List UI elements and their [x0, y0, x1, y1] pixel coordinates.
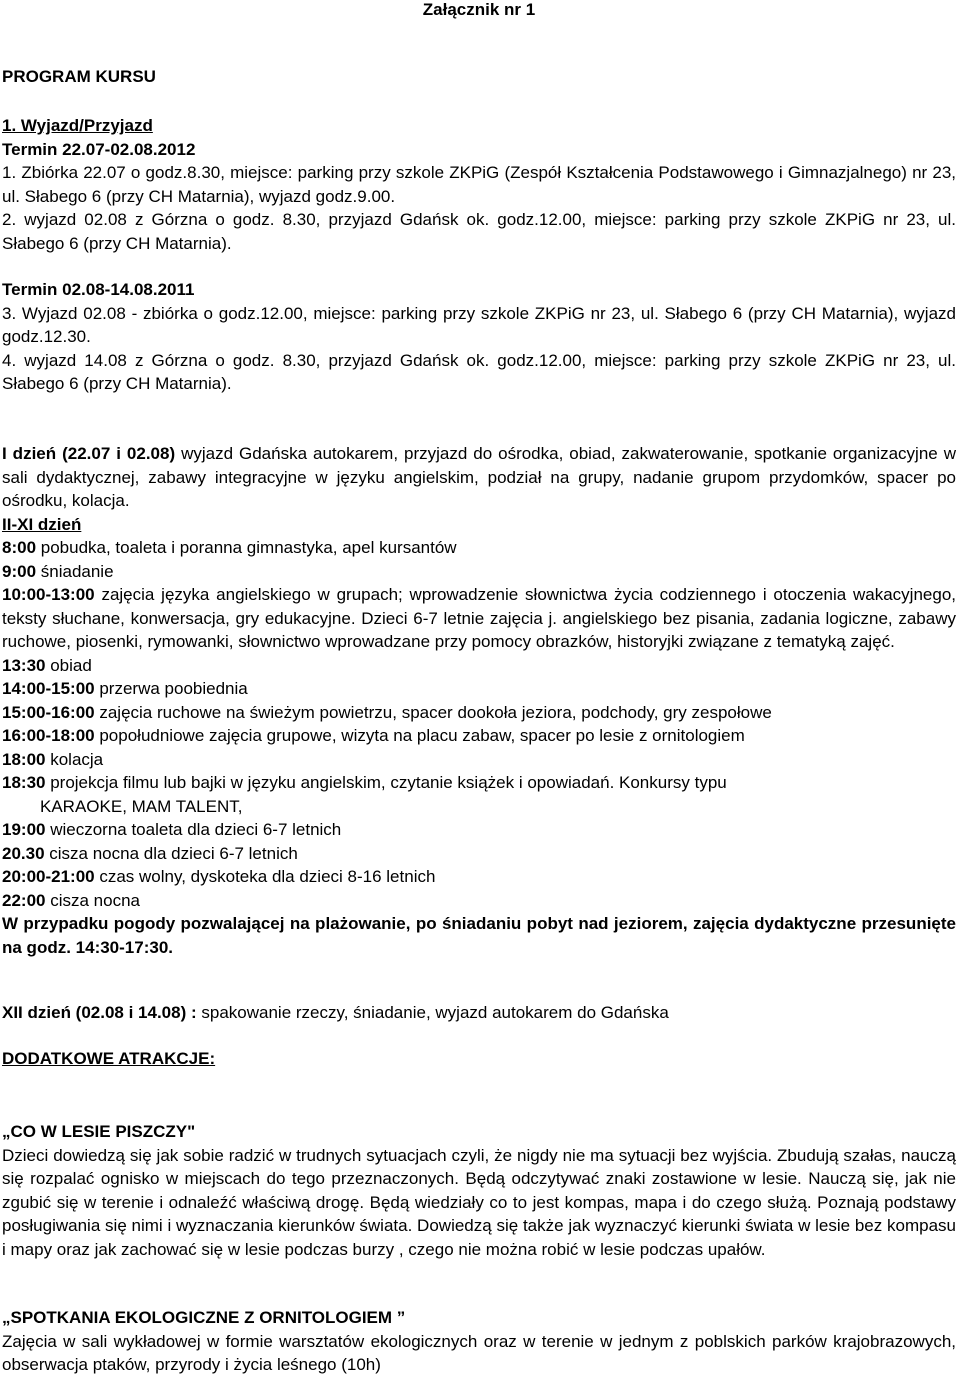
schedule-time: 18:00	[2, 749, 46, 769]
schedule-row	[2, 560, 956, 584]
schedule-time: 8:00	[2, 538, 37, 557]
item-1: 1. Zbiórka 22.07 o godz.8.30, miejsce: parking przy szkole ZKPiG (Zespół Kształcenia Podstawowego i Gimnazjalnego) nr 23, ul. Słabego 6 (przy CH Matarnia), wyjazd godz.9.00.	[2, 163, 956, 206]
karaoke-line: KARAOKE, MAM TALENT,	[40, 796, 243, 816]
schedule-row	[2, 865, 956, 889]
eco-text: Zajęcia w sali wykładowej w formie warsztatów ekologicznych oraz w terenie w jednym z poblskich parków krajobrazowych, obserwacja ptaków, przyrody i życia leśnego (10h)	[2, 1331, 956, 1374]
term-2: Termin 02.08-14.08.2011	[2, 280, 195, 299]
day-12-label: XII dzień (02.08 i 14.08) :	[2, 1003, 197, 1022]
schedule-time: 22:00	[2, 890, 46, 910]
schedule-time: 13:30	[2, 655, 46, 675]
schedule-row	[2, 677, 956, 701]
beach-note: W przypadku pogody pozwalającej na plażowanie, po śniadaniu pobyt nad jeziorem, zajęcia dydaktyczne przesunięte na godz. 14:30-17:30.	[2, 914, 956, 957]
trip-heading: 1. Wyjazd/Przyjazd	[2, 116, 153, 135]
schedule-time: 9:00	[2, 561, 37, 581]
day-12-text: spakowanie rzeczy, śniadanie, wyjazd autokarem do Gdańska	[196, 1003, 669, 1022]
day-12-paragraph	[2, 1001, 956, 1025]
schedule-text: czas wolny, dyskoteka dla dzieci 8-16 letnich	[94, 867, 436, 886]
day-1-text: wyjazd Gdańska autokarem, przyjazd do ośrodka, obiad, zakwaterowanie, spotkanie organizacyjne w sali dydaktycznej, zabawy integracyjne w języku angielskim, podział na grupy, nadanie grupom przydomków, spacer po ośrodku, kolacja.	[2, 444, 956, 510]
schedule-time: 10:00-13:00	[2, 585, 95, 604]
schedule-text: zajęcia języka angielskiego w grupach; wprowadzenie słownictwa życia codziennego i otoczenia wakacyjnego, teksty słuchane, konwersacja, gry edukacyjne. Dzieci 6-7 letnie zajęcia j. angielskiego bez pisania, zadania logiczne, zabawy ruchowe, piosenki, rymowanki, słownictwo wprowadzane przy pomocy obrazków, historyjki związane z tematyką zajęć.	[2, 585, 956, 651]
schedule-text: kolacja	[45, 749, 104, 769]
schedule-text: cisza nocna dla dzieci 6-7 letnich	[44, 843, 298, 863]
schedule-row	[2, 583, 956, 654]
schedule-row	[2, 771, 956, 795]
schedule-row	[2, 748, 956, 772]
schedule-text: śniadanie	[36, 561, 114, 581]
schedule-time: 20:00-21:00	[2, 867, 95, 886]
extras-heading: DODATKOWE ATRAKCJE:	[2, 1049, 216, 1068]
schedule-row	[2, 889, 956, 913]
schedule-text: projekcja filmu lub bajki w języku angielskim, czytanie książek i opowiadań. Konkursy typu	[45, 773, 727, 792]
schedule-time: 14:00-15:00	[2, 679, 95, 698]
item-4: 4. wyjazd 14.08 z Górzna o godz. 8.30, przyjazd Gdańsk ok. godz.12.00, miejsce: parking przy szkole ZKPiG nr 23, ul. Słabego 6 (przy CH Matarnia).	[2, 350, 956, 393]
eco-title: „SPOTKANIA EKOLOGICZNE Z ORNITOLOGIEM ”	[2, 1308, 406, 1327]
trip-section-1	[2, 114, 956, 255]
schedule-time: 19:00	[2, 820, 46, 839]
forest-title: „CO W LESIE PISZCZY"	[2, 1122, 196, 1141]
schedule-time: 18:30	[2, 773, 46, 792]
schedule-text: pobudka, toaleta i poranna gimnastyka, apel kursantów	[36, 538, 457, 557]
schedule-row	[2, 701, 956, 725]
schedule-row	[2, 724, 956, 748]
daily-program	[2, 442, 956, 959]
eco-section	[2, 1306, 956, 1377]
annex-label: Załącznik nr 1	[422, 0, 536, 19]
days-2-11-heading: II-XI dzień	[2, 514, 82, 534]
schedule-text: wieczorna toaleta dla dzieci 6-7 letnich	[45, 820, 342, 839]
schedule-text: zajęcia ruchowe na świeżym powietrzu, spacer dookoła jeziora, podchody, gry zespołowe	[94, 702, 772, 722]
term-1: Termin 22.07-02.08.2012	[2, 139, 196, 159]
program-title: PROGRAM KURSU	[2, 67, 156, 86]
schedule-row	[2, 818, 956, 842]
day-1-label: I dzień (22.07 i 02.08)	[2, 444, 176, 463]
trip-section-2	[2, 278, 956, 396]
item-2: 2. wyjazd 02.08 z Górzna o godz. 8.30, przyjazd Gdańsk ok. godz.12.00, miejsce: parking przy szkole ZKPiG nr 23, ul. Słabego 6 (przy CH Matarnia).	[2, 210, 956, 253]
schedule-text: popołudniowe zajęcia grupowe, wizyta na placu zabaw, spacer po lesie z ornitologiem	[94, 726, 745, 745]
schedule-text: cisza nocna	[45, 890, 140, 910]
schedule-time: 15:00-16:00	[2, 702, 95, 722]
schedule-row	[2, 654, 956, 678]
forest-text: Dzieci dowiedzą się jak sobie radzić w trudnych sytuacjach czyli, że nigdy nie ma sytuacji bez wyjścia. Zbudują szałas, nauczą się rozpalać ognisko w miejscach do tego przeznaczonych. Będą odczytywać znaki zostawione w lesie. Nauczą się, jak nie zgubić się w terenie i odnaleźć właściwą drogę. Będą wiedziały co to jest kompas, mapa i do czego służą. Poznają podstawy posługiwania się nimi i wyznaczania kierunków świata. Dowiedzą się także jak wyznaczyć kierunki świata w lesie bez kompasu i mapy oraz jak zachować się w lesie podczas burzy , czego nie można robić w lesie podczas upałów.	[2, 1145, 956, 1259]
schedule-row	[2, 842, 956, 866]
schedule-text: przerwa poobiednia	[94, 679, 248, 698]
day-1-paragraph	[2, 442, 956, 513]
schedule-time: 20.30	[2, 843, 45, 863]
schedule-time: 16:00-18:00	[2, 726, 95, 745]
item-3: 3. Wyjazd 02.08 - zbiórka o godz.12.00, miejsce: parking przy szkole ZKPiG nr 23, ul. Słabego 6 (przy CH Matarnia), wyjazd godz.12.30.	[2, 303, 956, 346]
forest-section	[2, 1120, 956, 1261]
schedule-text: obiad	[45, 655, 92, 675]
schedule-row	[2, 536, 956, 560]
